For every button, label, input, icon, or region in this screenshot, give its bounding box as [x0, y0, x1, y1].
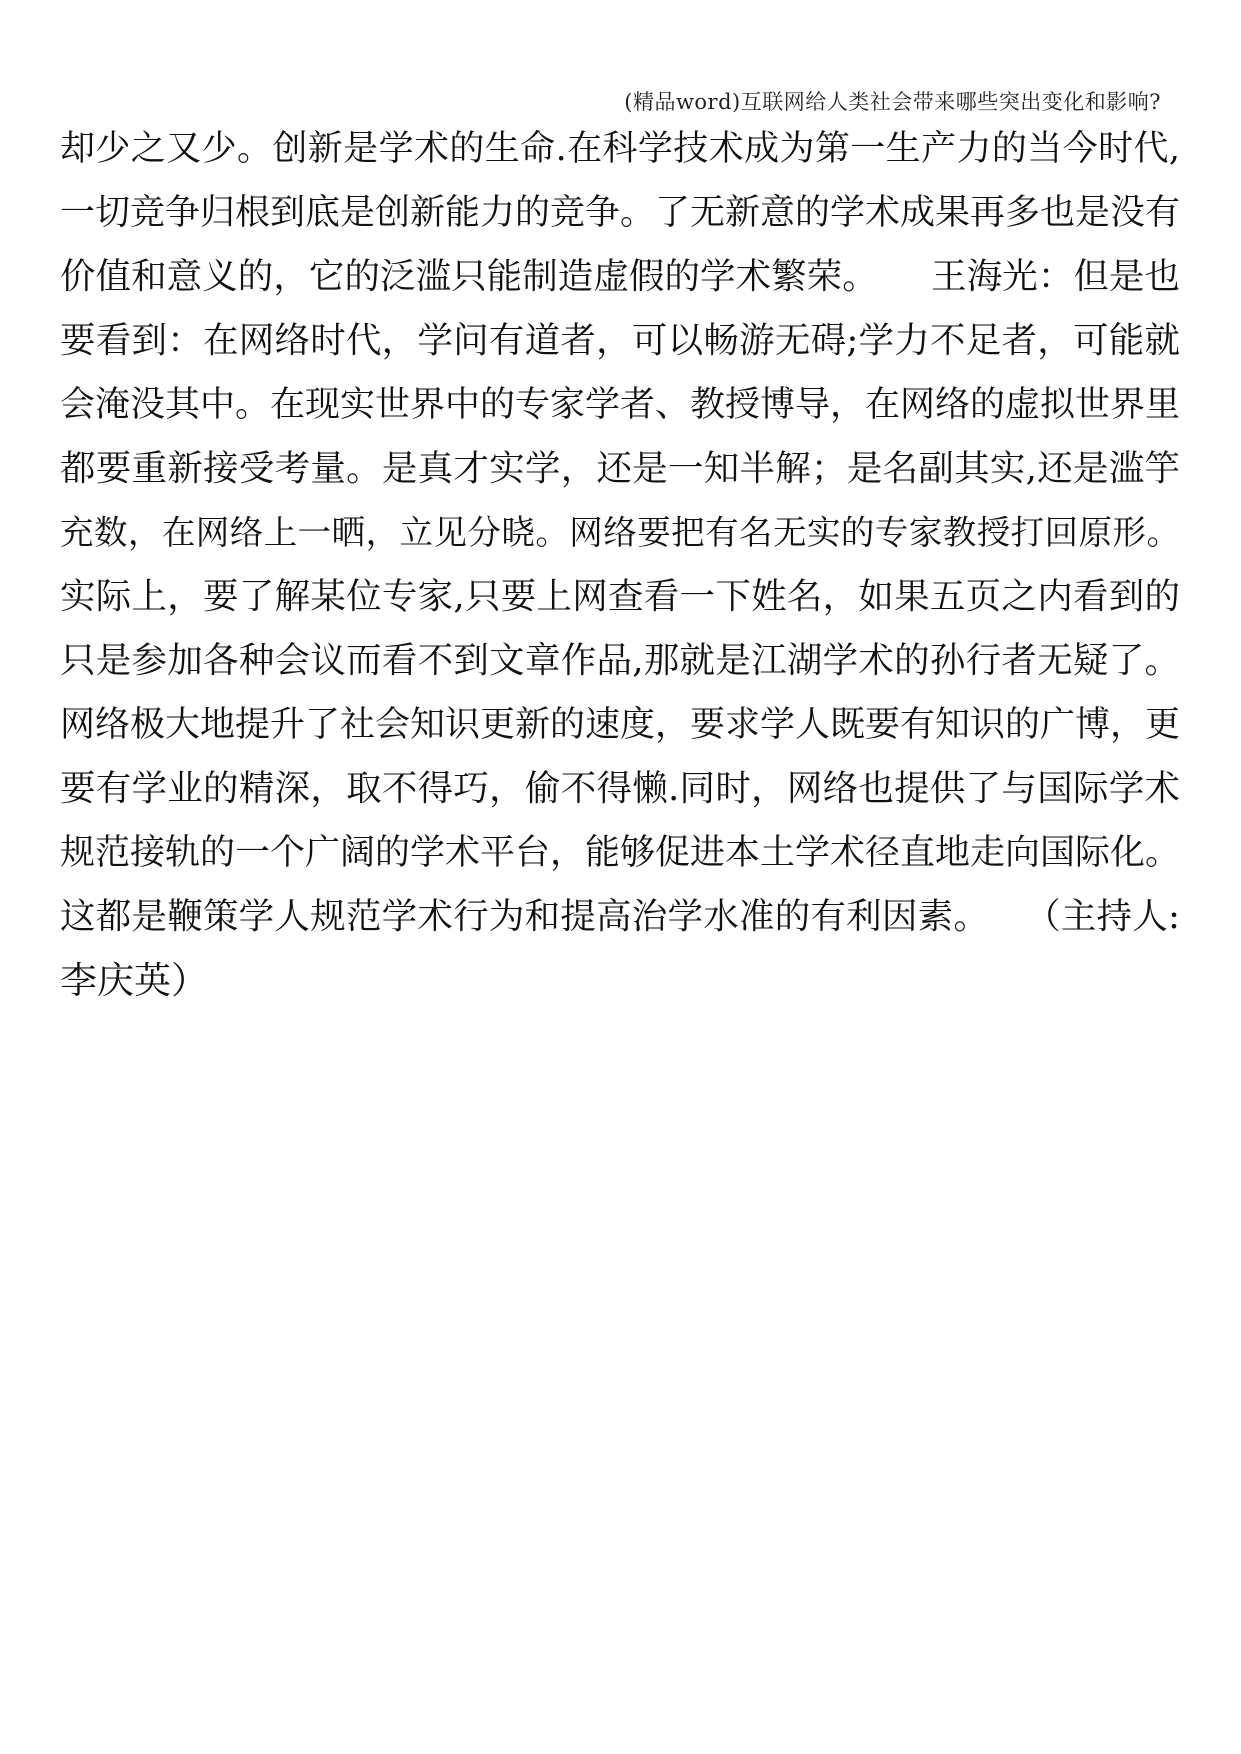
text-line-2: 一切竞争归根到底是创新能力的竞争。了无新意的学术成果再多也是没有	[60, 193, 1181, 233]
text-line-8: 实际上，要了解某位专家,只要上网查看一下姓名，如果五页之内看到的	[60, 576, 1180, 617]
text-line-1: 却少之又少。创新是学术的生命.在科学技术成为第一生产力的当今时代,	[60, 129, 1180, 169]
text-line-10: 网络极大地提升了社会知识更新的速度，要求学人既要有知识的广博，更	[60, 705, 1181, 745]
text-line-4: 要看到：在网络时代，学问有道者，可以畅游无碍;学力不足者，可能就	[60, 320, 1180, 361]
body-text	[60, 117, 1180, 1013]
text-line-6: 都要重新接受考量。是真才实学，还是一知半解；是名副其实,还是滥竽	[60, 448, 1180, 489]
text-line-3: 价值和意义的，它的泛滥只能制造虚假的学术繁荣。 王海光：但是也	[60, 256, 1180, 297]
text-line-14: 李庆英）	[60, 959, 208, 1002]
text-line-13: 这都是鞭策学人规范学术行为和提高治学水准的有利因素。 （主持人:	[60, 896, 1180, 937]
text-line-11: 要有学业的精深，取不得巧，偷不得懒.同时，网络也提供了与国际学术	[60, 768, 1180, 809]
text-line-12: 规范接轨的一个广阔的学术平台，能够促进本土学术径直地走向国际化。	[60, 833, 1181, 873]
text-line-5: 会淹没其中。在现实世界中的专家学者、教授博导，在网络的虚拟世界里	[60, 385, 1181, 425]
running-header: (精品word)互联网给人类社会带来哪些突出变化和影响?	[624, 90, 1161, 114]
text-line-7: 充数，在网络上一晒，立见分晓。网络要把有名无实的专家教授打回原形。	[60, 513, 1180, 552]
text-line-9: 只是参加各种会议而看不到文章作品,那就是江湖学术的孙行者无疑了。	[60, 640, 1180, 681]
